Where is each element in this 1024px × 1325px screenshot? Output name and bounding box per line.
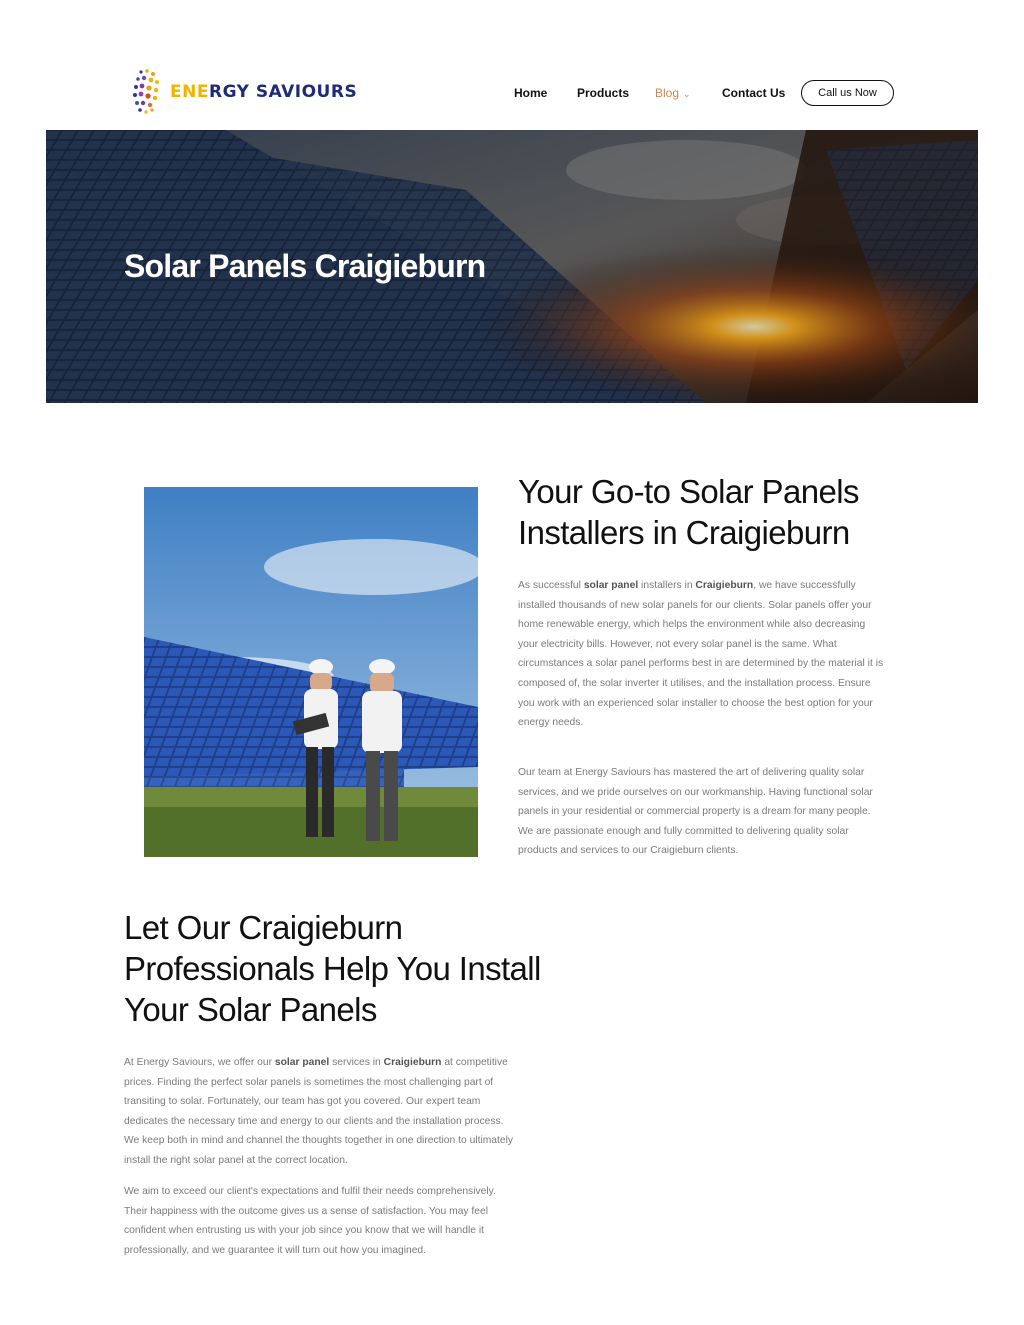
sun-dots-logo-icon	[132, 66, 162, 118]
nav-blog-label: Blog	[655, 86, 680, 100]
chevron-down-icon: ⌄	[683, 89, 691, 99]
nav-blog[interactable]	[655, 86, 691, 100]
logo-wordmark: ENERGY SAVIOURS	[170, 82, 358, 102]
section1-heading: Your Go-to Solar Panels Installers in Craigieburn	[518, 473, 859, 551]
engineers-solar-field-image	[144, 487, 478, 857]
site-logo[interactable]	[132, 66, 357, 118]
section2-paragraph-1: At Energy Saviours, we offer our solar panel services in Craigieburn at competitive prices. Finding the perfect solar panels is sometimes the most challenging part of transiting to solar. Fortunately, our team has got you covered. Our expert team dedicates the necessary time and energy to our clients and the installation process. We keep both in mind and channel the thoughts together in one direction to ultimately install the right solar panel at the correct location.	[124, 1057, 514, 1166]
page-title: Solar Panels Craigieburn	[124, 248, 486, 284]
hero-banner	[46, 130, 978, 403]
section2-paragraph-2: We aim to exceed our client's expectations and fulfil their needs comprehensively. Their happiness with the outcome gives us a sense of satisfaction. You may feel confident when entrusting us with your job since you know that we will handle it professionally, and we guarantee it will turn out how you imagined.	[124, 1186, 496, 1256]
call-us-now-button[interactable]: Call us Now	[801, 80, 894, 106]
section1-paragraph-2: Our team at Energy Saviours has mastered the art of delivering quality solar services, and we pride ourselves on our workmanship. Having functional solar panels in your residential or commercial property is a dream for many people. We are passionate enough and fully committed to delivering quality solar products and services to our Craigieburn clients.	[518, 767, 873, 857]
section2-heading: Let Our Craigieburn Professionals Help You Install Your Solar Panels	[124, 909, 541, 1028]
nav-products[interactable]: Products	[577, 86, 630, 100]
nav-home[interactable]: Home	[514, 86, 548, 100]
section1-paragraph-1: As successful solar panel installers in Craigieburn, we have successfully installed thousands of new solar panels for our clients. Solar panels offer your home renewable energy, which helps the environment while also decreasing your electricity bills. However, not every solar panel is the same. What circumstances a solar panel performs best in are determined by the material it is composed of, the solar inverter it utilises, and the installation process. Ensure you work with an experienced solar installer to choose the best option for your energy needs.	[518, 580, 884, 729]
site-header	[0, 0, 1024, 130]
nav-contact-us[interactable]: Contact Us	[722, 86, 786, 100]
